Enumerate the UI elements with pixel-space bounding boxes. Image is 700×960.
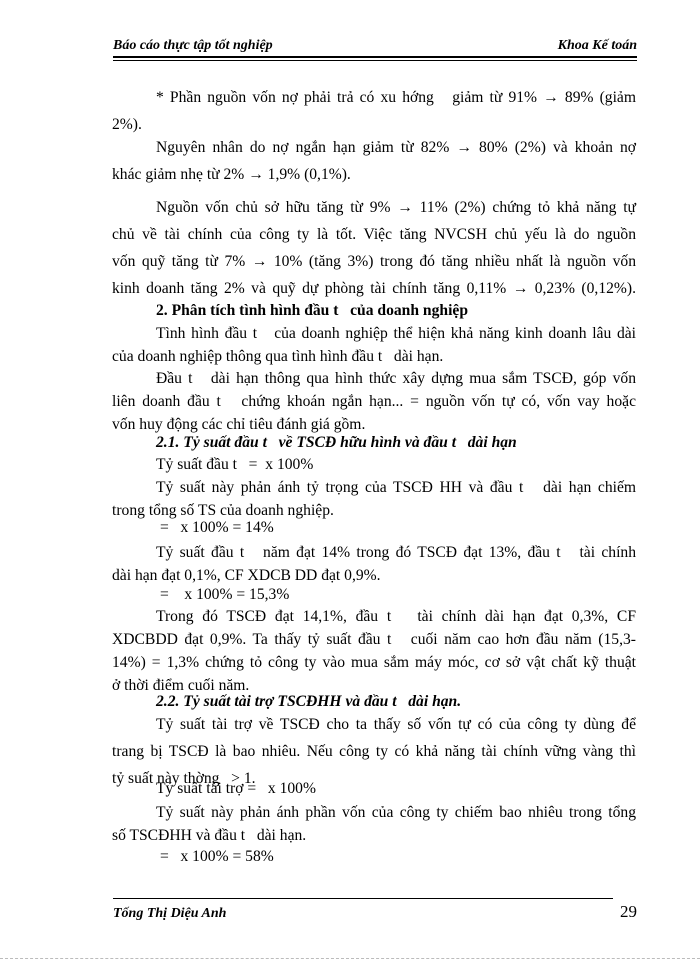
text-line: kinh doanh tăng 2% và quỹ dự phòng tài chính tăng 0,11% → 0,23% (0,12%). [112, 280, 636, 297]
footer-rule [113, 898, 613, 899]
formula-financing-ratio [134, 777, 636, 800]
text-line: khác giảm nhẹ từ 2% → 1,9% (0,1%). [112, 166, 351, 183]
footer-author: Tống Thị Diệu Anh [113, 906, 227, 921]
section-heading-2-2 [134, 690, 636, 713]
header-report-title: Báo cáo thực tập tốt nghiệp [113, 38, 273, 53]
text-line: Tỷ suất tài trợ về TSCĐ cho ta thấy số vốn tự có của công ty dùng để [156, 716, 636, 733]
text-line: Tỷ suất đầu t = x 100% [156, 456, 314, 473]
text-line: = x 100% = 15,3% [160, 586, 290, 603]
text-line: XDCBDD đạt 0,9%. Ta thấy tỷ suất đầu t cuối năm cao hơn đầu năm (15,3- [112, 631, 636, 648]
section-heading-2 [134, 297, 636, 324]
section-heading-2-1 [134, 431, 636, 454]
text-line: của doanh nghiệp thông qua tình hình đầu t dài hạn. [112, 348, 444, 365]
text-line: trong tổng số TS của doanh nghiệp. [112, 502, 334, 519]
text-line: = x 100% = 14% [160, 519, 274, 536]
header-department: Khoa Kế toán [557, 38, 637, 53]
header-rule-thick [113, 56, 637, 58]
formula-investment-ratio [134, 453, 636, 476]
text-line: 14%) = 1,3% chứng tỏ công ty vào mua sắm máy móc, cơ sở vật chất kỹ thuật [112, 654, 636, 671]
text-line: dài hạn đạt 0,1%, CF XDCB DD đạt 0,9%. [112, 567, 381, 584]
text-line: * Phần nguồn vốn nợ phải trả có xu hớng giảm từ 91% → 89% (giảm [156, 89, 636, 106]
paragraph-financing-meaning [112, 801, 636, 847]
paragraph-short-term-debt [112, 134, 636, 188]
text-line: tỷ suất này thờng > 1. [112, 770, 256, 787]
text-line: Tỷ suất tài trợ = x 100% [156, 780, 316, 797]
text-line: ở thời điểm cuối năm. [112, 677, 250, 694]
paragraph-liabilities [112, 84, 636, 138]
text-line: Nguyên nhân do nợ ngắn hạn giảm từ 82% → 80% (2%) và khoản nợ [156, 139, 636, 156]
text-line: = x 100% = 58% [160, 848, 274, 865]
text-line: vốn huy động các chỉ tiêu đánh giá gồm. [112, 416, 366, 433]
paragraph-investment-overview [112, 322, 636, 368]
text-line: số TSCĐHH và đầu t dài hạn. [112, 827, 307, 844]
formula-result-58 [134, 845, 636, 868]
text-line: 2%). [112, 116, 142, 133]
formula-result-14 [134, 516, 636, 539]
paragraph-long-term-investment [112, 367, 636, 436]
page-header [113, 36, 637, 58]
text-line: 2. Phân tích tình hình đầu t của doanh nghiệp [156, 302, 468, 319]
text-line: chủ về tài chính của công ty là tốt. Việc tăng NVCSH chủ yếu là do nguồn [112, 226, 636, 243]
paragraph-start-year [112, 539, 636, 589]
text-line: liên doanh đầu t chứng khoán ngắn hạn... = nguồn vốn tự có, vốn vay hoặc [112, 393, 636, 410]
text-line: vốn quỹ tăng từ 7% → 10% (tăng 3%) trong đó tăng nhiều nhất là nguồn vốn [112, 253, 636, 270]
page-number: 29 [620, 902, 637, 921]
text-line: trang bị TSCĐ là bao nhiêu. Nếu công ty có khả năng tài chính vững vàng thì [112, 743, 636, 760]
text-line: Nguồn vốn chủ sở hữu tăng từ 9% → 11% (2%) chứng tỏ khả năng tự [156, 199, 636, 216]
text-line: Tình hình đầu t của doanh nghiệp thể hiện khả năng kinh doanh lâu dài [156, 325, 636, 342]
text-line: 2.2. Tỷ suất tài trợ TSCĐHH và đầu t dài hạn. [156, 693, 462, 710]
text-line: Trong đó TSCĐ đạt 14,1%, đầu t tài chính dài hạn đạt 0,3%, CF [156, 608, 636, 625]
text-line: Tỷ suất này phản ánh phần vốn của công ty chiếm bao nhiêu trong tổng [156, 804, 636, 821]
page-bottom-edge [0, 958, 700, 959]
header-rule-thin [113, 60, 637, 61]
paragraph-equity [112, 194, 636, 302]
text-line: Đầu t dài hạn thông qua hình thức xây dựng mua sắm TSCĐ, góp vốn [156, 370, 636, 387]
paragraph-end-year [112, 605, 636, 697]
text-line: Tỷ suất đầu t năm đạt 14% trong đó TSCĐ đạt 13%, đầu t tài chính [156, 544, 636, 561]
formula-result-15-3 [134, 583, 636, 606]
page-footer [113, 898, 637, 928]
text-line: 2.1. Tỷ suất đầu t về TSCĐ hữu hình và đầu t dài hạn [156, 434, 517, 451]
text-line: Tỷ suất này phản ánh tỷ trọng của TSCĐ HH và đầu t dài hạn chiếm [156, 479, 636, 496]
